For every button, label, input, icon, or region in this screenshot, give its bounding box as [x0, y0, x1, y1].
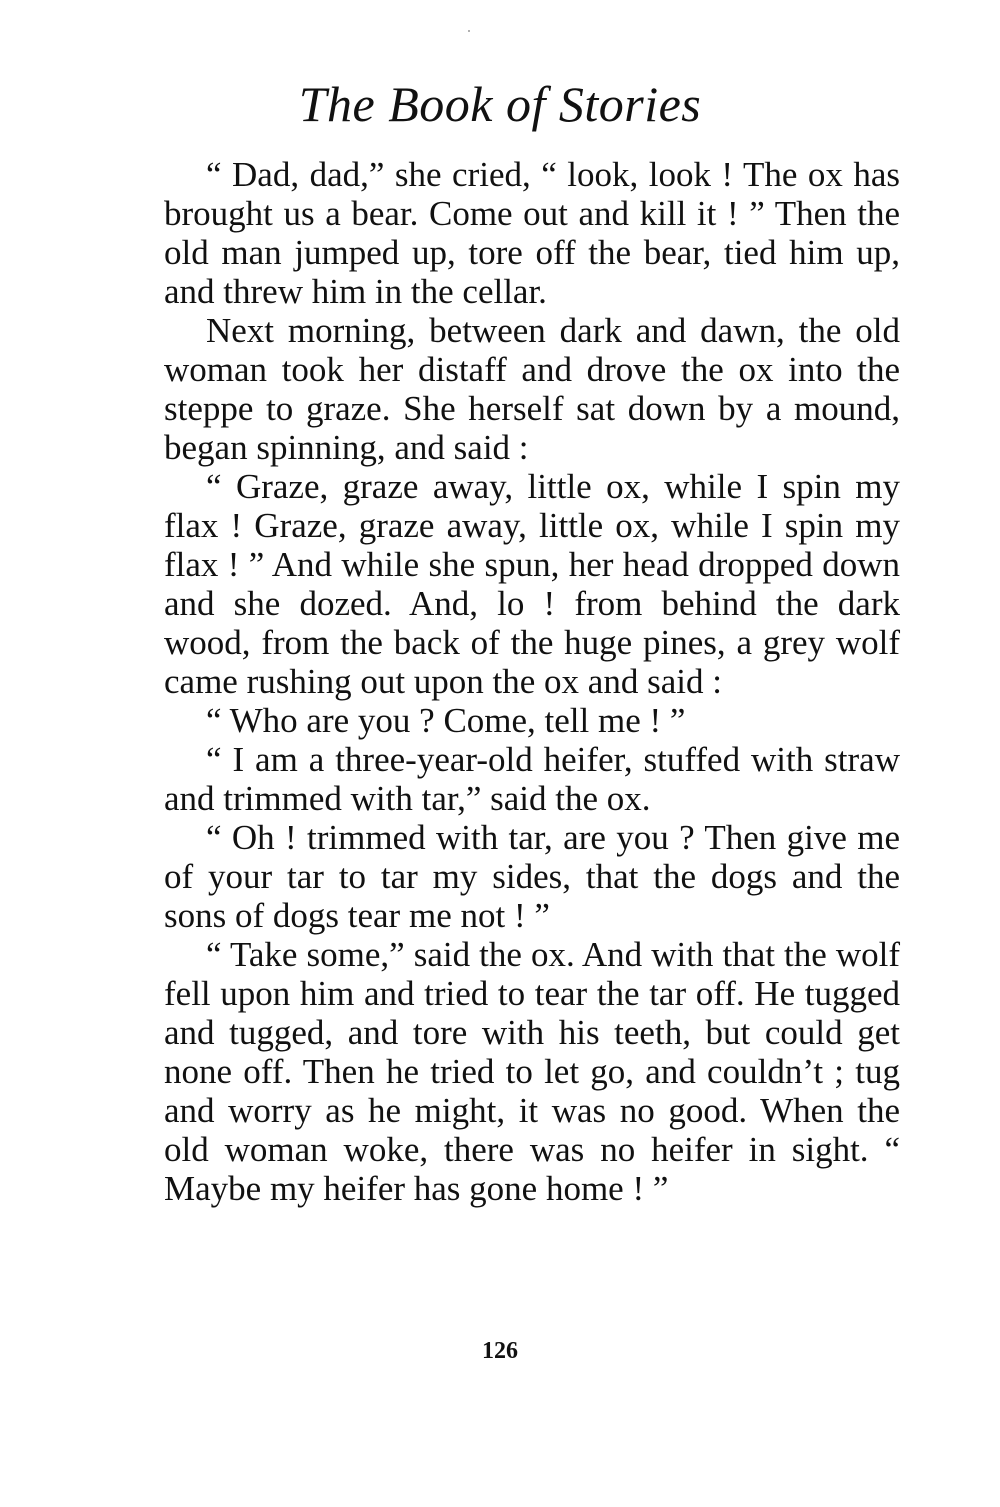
body-text — [164, 155, 900, 1208]
paragraph: Next morning, between dark and dawn, the old woman took her distaff and drove the ox into the steppe to graze. She herself sat down by a mound, began spinning, and said : — [164, 311, 900, 467]
paragraph: “ Graze, graze away, little ox, while I spin my flax ! Graze, graze away, little ox, while I spin my flax ! ” And while she spun, her head dropped down and she dozed. And, lo ! from behind the dark wood, from the back of the huge pines, a grey wolf came rushing out upon the ox and said : — [164, 467, 900, 701]
paragraph: “ Oh ! trimmed with tar, are you ? Then give me of your tar to tar my sides, that the dogs and the sons of dogs tear me not ! ” — [164, 818, 900, 935]
running-head: The Book of Stories — [298, 76, 702, 132]
paragraph: “ Dad, dad,” she cried, “ look, look ! The ox has brought us a bear. Come out and kill it ! ” Then the old man jumped up, tore off the bear, tied him up, and threw him in the cellar. — [164, 155, 900, 311]
paragraph: “ Who are you ? Come, tell me ! ” — [206, 701, 686, 740]
page-number: 126 — [482, 1338, 518, 1364]
paragraph: “ Take some,” said the ox. And with that the wolf fell upon him and tried to tear the tar off. He tugged and tugged, and tore with his teeth, but could get none off. Then he tried to let go, and couldn’t ; tug and worry as he might, it was no good. When the old woman woke, there was no heifer in sight. “ Maybe my heifer has gone home ! ” — [164, 935, 900, 1208]
paragraph: “ I am a three-year-old heifer, stuffed with straw and trimmed with tar,” said the ox. — [164, 740, 900, 818]
scan-speck — [468, 30, 470, 32]
